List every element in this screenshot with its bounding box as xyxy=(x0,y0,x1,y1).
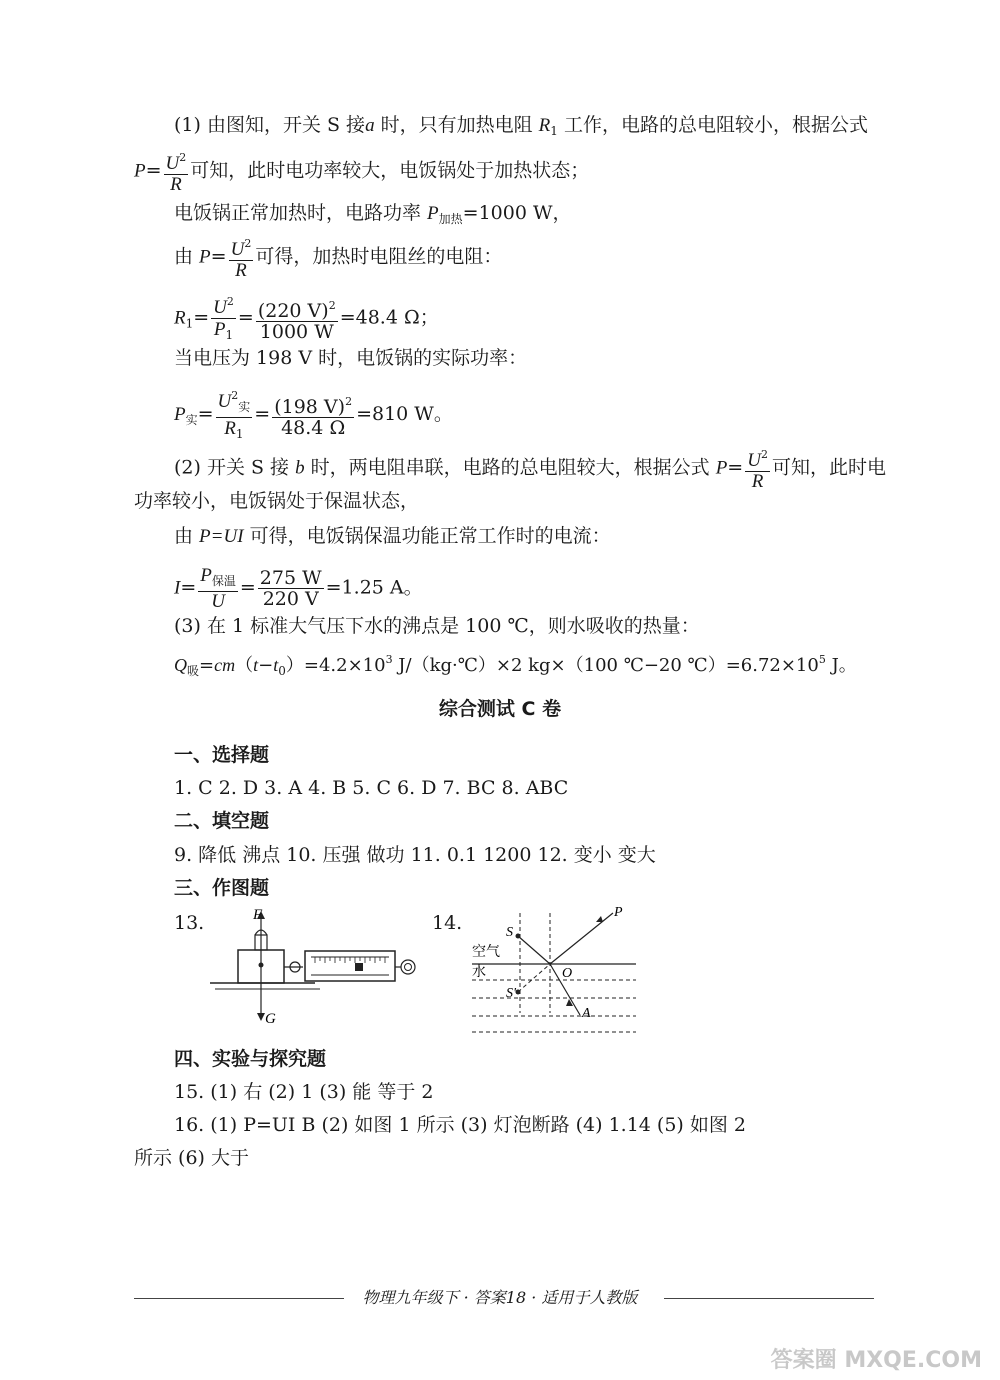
answer-15: 15. (1) 右 (2) 1 (3) 能 等于 2 xyxy=(174,1081,434,1103)
text: = xyxy=(199,655,215,676)
den: R xyxy=(224,418,236,439)
fraction xyxy=(256,296,338,342)
para-2 xyxy=(174,200,572,232)
para-7b: 功率较小，电饭锅处于保温状态， xyxy=(134,490,420,512)
fraction xyxy=(211,292,236,345)
heading-drawing: 三、作图题 xyxy=(174,877,270,899)
label-G: G xyxy=(265,1011,276,1025)
text: =1000 W， xyxy=(462,202,572,224)
q13-label: 13. xyxy=(174,912,205,934)
section-title: 综合测试 C 卷 xyxy=(438,698,562,720)
text: =48.4 Ω； xyxy=(339,306,439,329)
sup: 2 xyxy=(328,298,336,312)
figure-13 xyxy=(205,905,430,1025)
subscript: 保温 xyxy=(211,574,236,588)
var-P: P xyxy=(715,457,728,479)
den: 48.4 Ω xyxy=(281,417,346,439)
label-air: 空气 xyxy=(472,944,500,960)
label-O: O xyxy=(562,966,573,981)
subscript: 1 xyxy=(235,427,244,441)
sup: 2 xyxy=(760,448,768,461)
text: 可知，此时电 xyxy=(771,456,886,479)
num: U xyxy=(230,239,245,260)
var-cm: cm xyxy=(214,655,236,675)
den: R xyxy=(170,174,182,195)
para-6 xyxy=(174,386,453,444)
sup: 2 xyxy=(231,389,239,402)
fraction xyxy=(216,386,253,444)
num: U xyxy=(165,153,180,174)
para-1-line2 xyxy=(134,148,589,195)
text: 可得，电饭锅保温功能正常工作时的电流： xyxy=(243,525,611,547)
para-9 xyxy=(174,565,423,612)
sup: 3 xyxy=(385,653,393,666)
var-R: R xyxy=(174,307,186,329)
den: 220 V xyxy=(262,588,319,610)
sup: 5 xyxy=(818,653,826,666)
para-11 xyxy=(174,647,857,684)
text: 时，两电阻串联，电路的总电阻较大，根据公式 xyxy=(304,456,716,479)
den: R xyxy=(235,260,247,281)
var-R: R xyxy=(538,115,551,136)
label-A: A xyxy=(582,1006,591,1021)
label-F: F xyxy=(253,907,263,923)
para-8 xyxy=(174,523,611,550)
text: =1.25 A。 xyxy=(325,576,423,599)
num: U xyxy=(213,297,227,318)
fraction xyxy=(198,565,238,612)
sup: 2 xyxy=(244,237,252,250)
sup: 2 xyxy=(226,295,234,308)
var-P: P xyxy=(427,203,439,224)
subscript: 1 xyxy=(550,124,558,138)
label-water: 水 xyxy=(472,964,486,980)
subscript: 1 xyxy=(185,316,194,331)
para-4 xyxy=(174,292,439,345)
equals: = xyxy=(237,306,254,329)
num: P xyxy=(200,565,212,586)
heading-experiment: 四、实验与探究题 xyxy=(174,1048,327,1070)
label-P: P xyxy=(614,905,623,920)
figure-14 xyxy=(468,903,648,1043)
den: U xyxy=(211,591,225,612)
fraction xyxy=(258,568,324,609)
equals: = xyxy=(254,403,271,425)
num: (220 V) xyxy=(257,299,329,322)
para-1-line1 xyxy=(174,112,868,144)
fraction xyxy=(164,148,189,195)
text: （ xyxy=(235,655,254,676)
equals: = xyxy=(180,576,197,599)
num: 275 W xyxy=(259,567,322,589)
equals: = xyxy=(145,159,162,182)
equals: = xyxy=(193,306,210,329)
subscript: 0 xyxy=(278,664,286,678)
subscript: 实 xyxy=(185,413,198,427)
var-I: I xyxy=(174,577,181,599)
var-P: P xyxy=(174,404,186,425)
answer-16-line2: 所示 (6) 大于 xyxy=(134,1147,249,1169)
page-footer: 物理九年级下 · 答案18 · 适用于人教版 xyxy=(362,1288,638,1307)
para-7 xyxy=(174,445,886,492)
num: (198 V) xyxy=(274,396,346,418)
heading-fill: 二、填空题 xyxy=(174,810,270,832)
text: ）=4.2×10 xyxy=(285,655,386,676)
equals: = xyxy=(210,245,227,268)
var-P: P xyxy=(199,246,211,268)
equals: = xyxy=(239,576,256,599)
heading-choice: 一、选择题 xyxy=(174,744,270,766)
text: =810 W。 xyxy=(356,403,453,425)
para-3 xyxy=(174,234,502,281)
sup: 2 xyxy=(179,151,187,164)
text: − xyxy=(258,655,274,676)
label-S-prime: S' xyxy=(506,986,516,1001)
subscript: 实 xyxy=(238,400,251,414)
fraction xyxy=(272,392,354,438)
equals: = xyxy=(727,456,744,479)
text: 工作，电路的总电阻较小，根据公式 xyxy=(557,114,868,136)
den: P xyxy=(213,319,226,340)
para-5: 当电压为 198 V 时，电饭锅的实际功率： xyxy=(174,347,528,369)
text: 电饭锅正常加热时，电路功率 xyxy=(174,202,428,224)
text: 可知，此时电功率较大，电饭锅处于加热状态； xyxy=(190,159,590,182)
watermark: 答案圈 MXQE.COM xyxy=(770,1348,982,1373)
num: U xyxy=(217,391,232,412)
q14-label: 14. xyxy=(432,912,463,934)
text: (2) 开关 S 接 xyxy=(174,456,296,479)
var-b: b xyxy=(295,457,305,479)
text: (1) 由图知，开关 S 接 xyxy=(174,114,366,136)
text: 由 xyxy=(174,525,200,547)
var-t: t xyxy=(273,655,279,675)
var-P: P xyxy=(134,160,146,182)
text: 由 xyxy=(174,245,200,268)
label-S: S xyxy=(506,925,513,940)
subscript: 加热 xyxy=(438,212,463,226)
text: J。 xyxy=(825,655,857,676)
subscript: 吸 xyxy=(187,664,200,678)
answers-choice: 1. C 2. D 3. A 4. B 5. C 6. D 7. BC 8. ABC xyxy=(174,777,569,799)
den: R xyxy=(751,471,764,492)
text: 时，只有加热电阻 xyxy=(374,114,539,136)
answers-fill: 9. 降低 沸点 10. 压强 做功 11. 0.1 1200 12. 变小 变大 xyxy=(174,844,656,866)
num: U xyxy=(747,450,761,471)
answer-16-line1: 16. (1) P=UI B (2) 如图 1 所示 (3) 灯泡断路 (4) 1.14 (5) 如图 2 xyxy=(174,1114,747,1136)
sup: 2 xyxy=(345,395,353,408)
formula: P=UI xyxy=(199,526,244,547)
fraction xyxy=(229,234,254,281)
equals: = xyxy=(197,403,214,425)
text: J/（kg·℃）×2 kg×（100 ℃−20 ℃）=6.72×10 xyxy=(392,655,819,676)
var-t: t xyxy=(253,655,259,675)
var-a: a xyxy=(365,115,375,136)
den: 1000 W xyxy=(259,320,334,343)
text: 可得，加热时电阻丝的电阻： xyxy=(255,245,503,268)
var-Q: Q xyxy=(174,655,187,675)
fraction xyxy=(745,445,770,492)
subscript: 1 xyxy=(225,328,234,342)
para-10: (3) 在 1 标准大气压下水的沸点是 100 ℃，则水吸收的热量： xyxy=(174,615,700,637)
